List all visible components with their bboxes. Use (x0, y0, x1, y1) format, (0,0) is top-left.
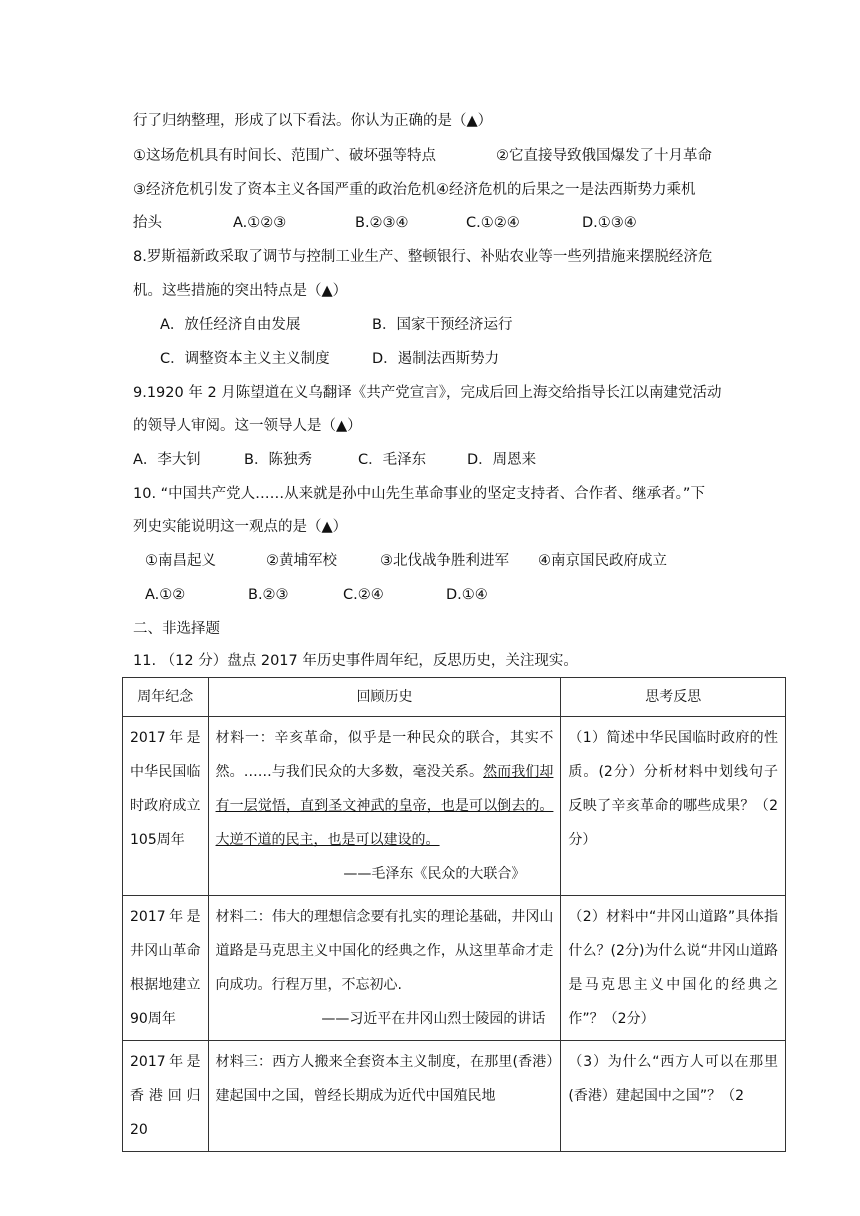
answer-choice-c: C．毛泽东 (358, 452, 427, 468)
material-cell (208, 717, 561, 896)
question-10: 10. “中国共产党人……从来就是孙中山先生革命事业的坚定支持者、合作者、继承者。”下 (133, 486, 705, 502)
option-1: ①这场危机具有时间长、范围广、破坏强等特点 (133, 148, 436, 164)
question-8-cont: 机。这些措施的突出特点是（▲） (133, 283, 348, 299)
event-option-1: ①南昌起义 (145, 553, 216, 569)
column-header: 回顾历史 (208, 678, 561, 717)
answer-choice-b: B.②③ (248, 587, 289, 603)
answer-choice-b: B．国家干预经济运行 (372, 317, 513, 333)
question-cell: （2）材料中“井冈山道路”具体指什么？(2分)为什么说“井冈山道路是马克思主义中国化的经典之作”？（2分） (561, 896, 786, 1041)
material-cell (208, 896, 561, 1041)
anniversary-cell: 2017年是井冈山革命根据地建立90周年 (123, 896, 209, 1041)
underlined-sentence: 然而我们却有一层觉悟，直到圣文神武的皇帝，也是可以倒去的。大逆不道的民主，也是可以建设的。 (215, 764, 554, 848)
option-2: ②它直接导致俄国爆发了十月革命 (496, 148, 712, 164)
table-row (123, 1041, 786, 1152)
material-text: 材料二：伟大的理想信念要有扎实的理论基础，井冈山道路是马克思主义中国化的经典之作，从这里革命才走向成功。行程万里，不忘初心. (215, 909, 554, 993)
answer-choice-c: C.①②④ (466, 215, 520, 231)
option-3-4: ③经济危机引发了资本主义各国严重的政治危机④经济危机的后果之一是法西斯势力乘机 (133, 182, 696, 198)
answer-choice-a: A.①② (145, 587, 186, 603)
answer-choice-a: A．李大钊 (133, 452, 201, 468)
answer-choice-b: B.②③④ (355, 215, 409, 231)
anniversary-cell: 2017年是香港回归20 (123, 1041, 209, 1152)
question-cell: （1）简述中华民国临时政府的性质。(2分）分析材料中划线句子反映了辛亥革命的哪些成果？（2分） (561, 717, 786, 896)
event-option-2: ②黄埔军校 (266, 553, 337, 569)
question-9-cont: 的领导人审阅。这一领导人是（▲） (133, 418, 362, 434)
answer-choice-b: B．陈独秀 (244, 452, 312, 468)
answer-choice-d: D．遏制法西斯势力 (372, 351, 500, 367)
question-9: 9.1920 年 2 月陈望道在义乌翻译《共产党宣言》，完成后回上海交给指导长江以南建党活动 (133, 385, 722, 401)
answer-choice-d: D.①③④ (582, 215, 637, 231)
material-source: ——习近平在井冈山烈士陵园的讲话 (321, 1011, 546, 1027)
table-row (123, 896, 786, 1041)
answer-choice-a: A.①②③ (233, 215, 287, 231)
material-source: ——毛泽东《民众的大联合》 (343, 866, 526, 882)
column-header: 周年纪念 (123, 678, 209, 717)
column-header: 思考反思 (561, 678, 786, 717)
material-text: 材料一：辛亥革命，似乎是一种民众的联合，其实不然。……与我们民众的大多数，毫没关系。 (215, 730, 554, 780)
question-11: 11. （12 分）盘点 2017 年历史事件周年纪，反思历史，关注现实。 (133, 653, 578, 669)
answer-choice-c: C.②④ (343, 587, 384, 603)
text-line: 行了归纳整理，形成了以下看法。你认为正确的是（▲） (133, 113, 493, 129)
question-cell: （3）为什么“西方人可以在那里(香港）建起国中之国”？（2 (561, 1041, 786, 1152)
anniversary-cell: 2017年是中华民国临时政府成立105周年 (123, 717, 209, 896)
answer-choice-d: D．周恩来 (467, 452, 537, 468)
table-header-row (123, 678, 786, 717)
table-row (123, 717, 786, 896)
question-10-cont: 列史实能说明这一观点的是（▲） (133, 519, 348, 535)
event-option-4: ④南京国民政府成立 (538, 553, 667, 569)
event-option-3: ③北伐战争胜利进军 (380, 553, 509, 569)
section-heading: 二、非选择题 (133, 621, 220, 637)
question-8: 8.罗斯福新政采取了调节与控制工业生产、整顿银行、补贴农业等一些列措施来摆脱经济危 (133, 249, 713, 265)
answer-choice-d: D.①④ (446, 587, 488, 603)
anniversary-table (122, 677, 786, 1152)
answer-choice-a: A．放任经济自由发展 (160, 317, 301, 333)
answer-choice-c: C．调整资本主义主义制度 (160, 351, 330, 367)
material-cell: 材料三：西方人搬来全套资本主义制度，在那里(香港）建起国中之国，曾经长期成为近代中国殖民地 (208, 1041, 561, 1152)
text-line: 抬头 (133, 215, 162, 231)
